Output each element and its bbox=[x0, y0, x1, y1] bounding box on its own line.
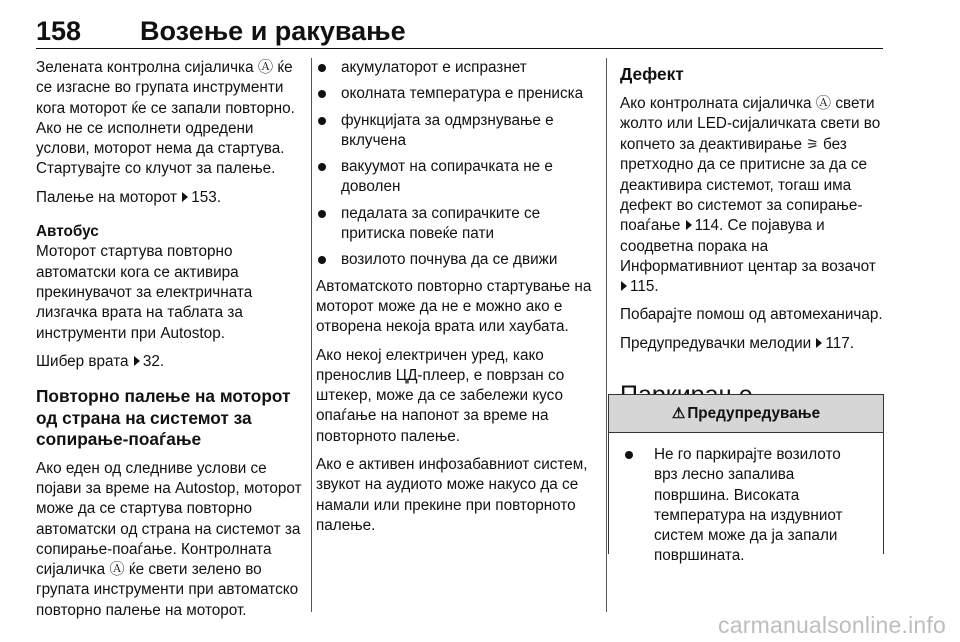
warning-title: Предупредување bbox=[687, 405, 821, 422]
paragraph-chimes-ref bbox=[620, 334, 888, 354]
paragraph-indicator-off: Зелената контролна сијаличка Ⓐ ќе се изгасне во групата инструменти кога моторот ќе се запали повторно. Ако не се исполнети одредени услови, моторот нема да стартува. Стартувајте со клучот за палење. bbox=[36, 59, 295, 178]
ignition-ref-text: Палење на моторот bbox=[36, 188, 178, 206]
fault-ref-page-2[interactable]: 115. bbox=[630, 278, 659, 296]
bullet-icon bbox=[625, 451, 633, 459]
heading-fault: Дефект bbox=[620, 64, 684, 84]
column-divider-2 bbox=[606, 58, 607, 612]
bullet-icon bbox=[318, 256, 326, 264]
heading-bus: Автобус bbox=[36, 223, 99, 241]
list-item-text: функцијата за одмрзнување е вклучена bbox=[341, 111, 554, 149]
bullet-icon bbox=[318, 117, 326, 125]
bullet-icon bbox=[318, 90, 326, 98]
list-item bbox=[316, 58, 596, 78]
stop-start-off-icon: ⚞ bbox=[806, 136, 819, 153]
sliding-door-ref-text: Шибер врата bbox=[36, 352, 129, 370]
chimes-ref-page[interactable]: 117. bbox=[825, 334, 855, 352]
paragraph-door-open: Автоматското повторно стартување на моторот може да не е можно ако е отворена некоја врата или хаубата. bbox=[316, 277, 592, 336]
paragraph-voltage-drop: Ако некој електричен уред, како пренослив ЦД-плеер, е поврзан со штекер, може да се забележи кусо опаѓање на напонот за време на повторното палење. bbox=[316, 346, 565, 445]
paragraph-ignition-ref bbox=[36, 188, 304, 208]
paragraph-infotainment: Ако е активен инфозабавниот систем, звукот на аудиото може накусо да се намали или прекине при повторното палење. bbox=[316, 456, 588, 534]
warning-box bbox=[608, 394, 884, 565]
fault-ref-page[interactable]: 114. bbox=[694, 217, 724, 235]
reference-arrow-icon bbox=[134, 356, 140, 366]
column-2 bbox=[316, 58, 596, 544]
ignition-ref-page[interactable]: 153. bbox=[191, 188, 222, 206]
reference-arrow-icon bbox=[182, 192, 188, 202]
list-item-text: акумулаторот е испразнет bbox=[341, 59, 527, 76]
chimes-ref-text: Предупредувачки мелодии bbox=[620, 334, 812, 352]
bullet-icon bbox=[318, 64, 326, 72]
fault-text-c: Се појавува и соодветна порака на Информативниот центар за возачот bbox=[620, 217, 876, 275]
paragraph-fault bbox=[620, 94, 888, 298]
list-item bbox=[316, 111, 596, 152]
page-number: 158 bbox=[36, 16, 82, 46]
list-item bbox=[316, 250, 596, 270]
list-item-text: педалата за сопирачките се притиска повеќе пати bbox=[341, 204, 541, 243]
bullet-icon bbox=[318, 163, 326, 171]
column-1 bbox=[36, 58, 304, 629]
fault-text-b: без претходно да се притисне за да се деактивира системот, тогаш има дефект во системот за сопирање-поаѓање bbox=[620, 136, 868, 235]
bullet-icon bbox=[318, 210, 326, 218]
column-3 bbox=[620, 58, 888, 424]
warning-header bbox=[609, 394, 883, 433]
warning-text: Не го паркирајте возилото врз лесно запалива површина. Високата температура на издувниот систем може да ја запали површината. bbox=[654, 446, 843, 565]
chapter-title: Возење и ракување bbox=[140, 16, 406, 46]
sliding-door-ref-page[interactable]: 32. bbox=[142, 352, 165, 370]
watermark: carmanualsonline.info bbox=[718, 612, 946, 638]
paragraph-mechanic: Побарајте помош од автомеханичар. bbox=[620, 306, 883, 324]
list-item bbox=[316, 84, 596, 104]
warning-triangle-icon: ⚠ bbox=[671, 405, 686, 422]
list-item bbox=[316, 204, 596, 245]
warning-body bbox=[609, 433, 883, 567]
fault-text-a: Ако контролната сијаличка Ⓐ свети жолто или LED-сијаличката свети во копчето за деактивирање bbox=[620, 94, 881, 154]
heading-restart: Повторно палење на моторот од страна на системот за сопирање-поаѓање bbox=[36, 386, 291, 450]
column-divider-1 bbox=[311, 58, 312, 612]
page-header bbox=[36, 14, 883, 49]
paragraph-bus: Моторот стартува повторно автоматски кога се активира прекинувачот за електричната лизгачка врата на таблата за инструменти при Autostop. bbox=[36, 243, 253, 342]
paragraph-restart-conditions: Ако еден од следниве услови се појави за време на Autostop, моторот може да се стартува повторно автоматски од страна на системот за сопирање-поаѓање. Контролната сијаличка Ⓐ ќе свети зелено во групата инструменти при автоматско повторно палење на моторот. bbox=[36, 459, 302, 619]
list-item-text: вакуумот на сопирачката не е доволен bbox=[341, 158, 553, 196]
reference-arrow-icon bbox=[621, 281, 627, 291]
paragraph-sliding-door-ref bbox=[36, 352, 304, 372]
reference-arrow-icon bbox=[816, 338, 822, 348]
list-item-text: околната температура е прениска bbox=[341, 85, 584, 103]
warning-item bbox=[625, 445, 866, 567]
list-item bbox=[316, 157, 596, 198]
conditions-list bbox=[316, 58, 596, 271]
list-item-text: возилото почнува да се движи bbox=[341, 251, 558, 269]
reference-arrow-icon bbox=[686, 220, 692, 230]
